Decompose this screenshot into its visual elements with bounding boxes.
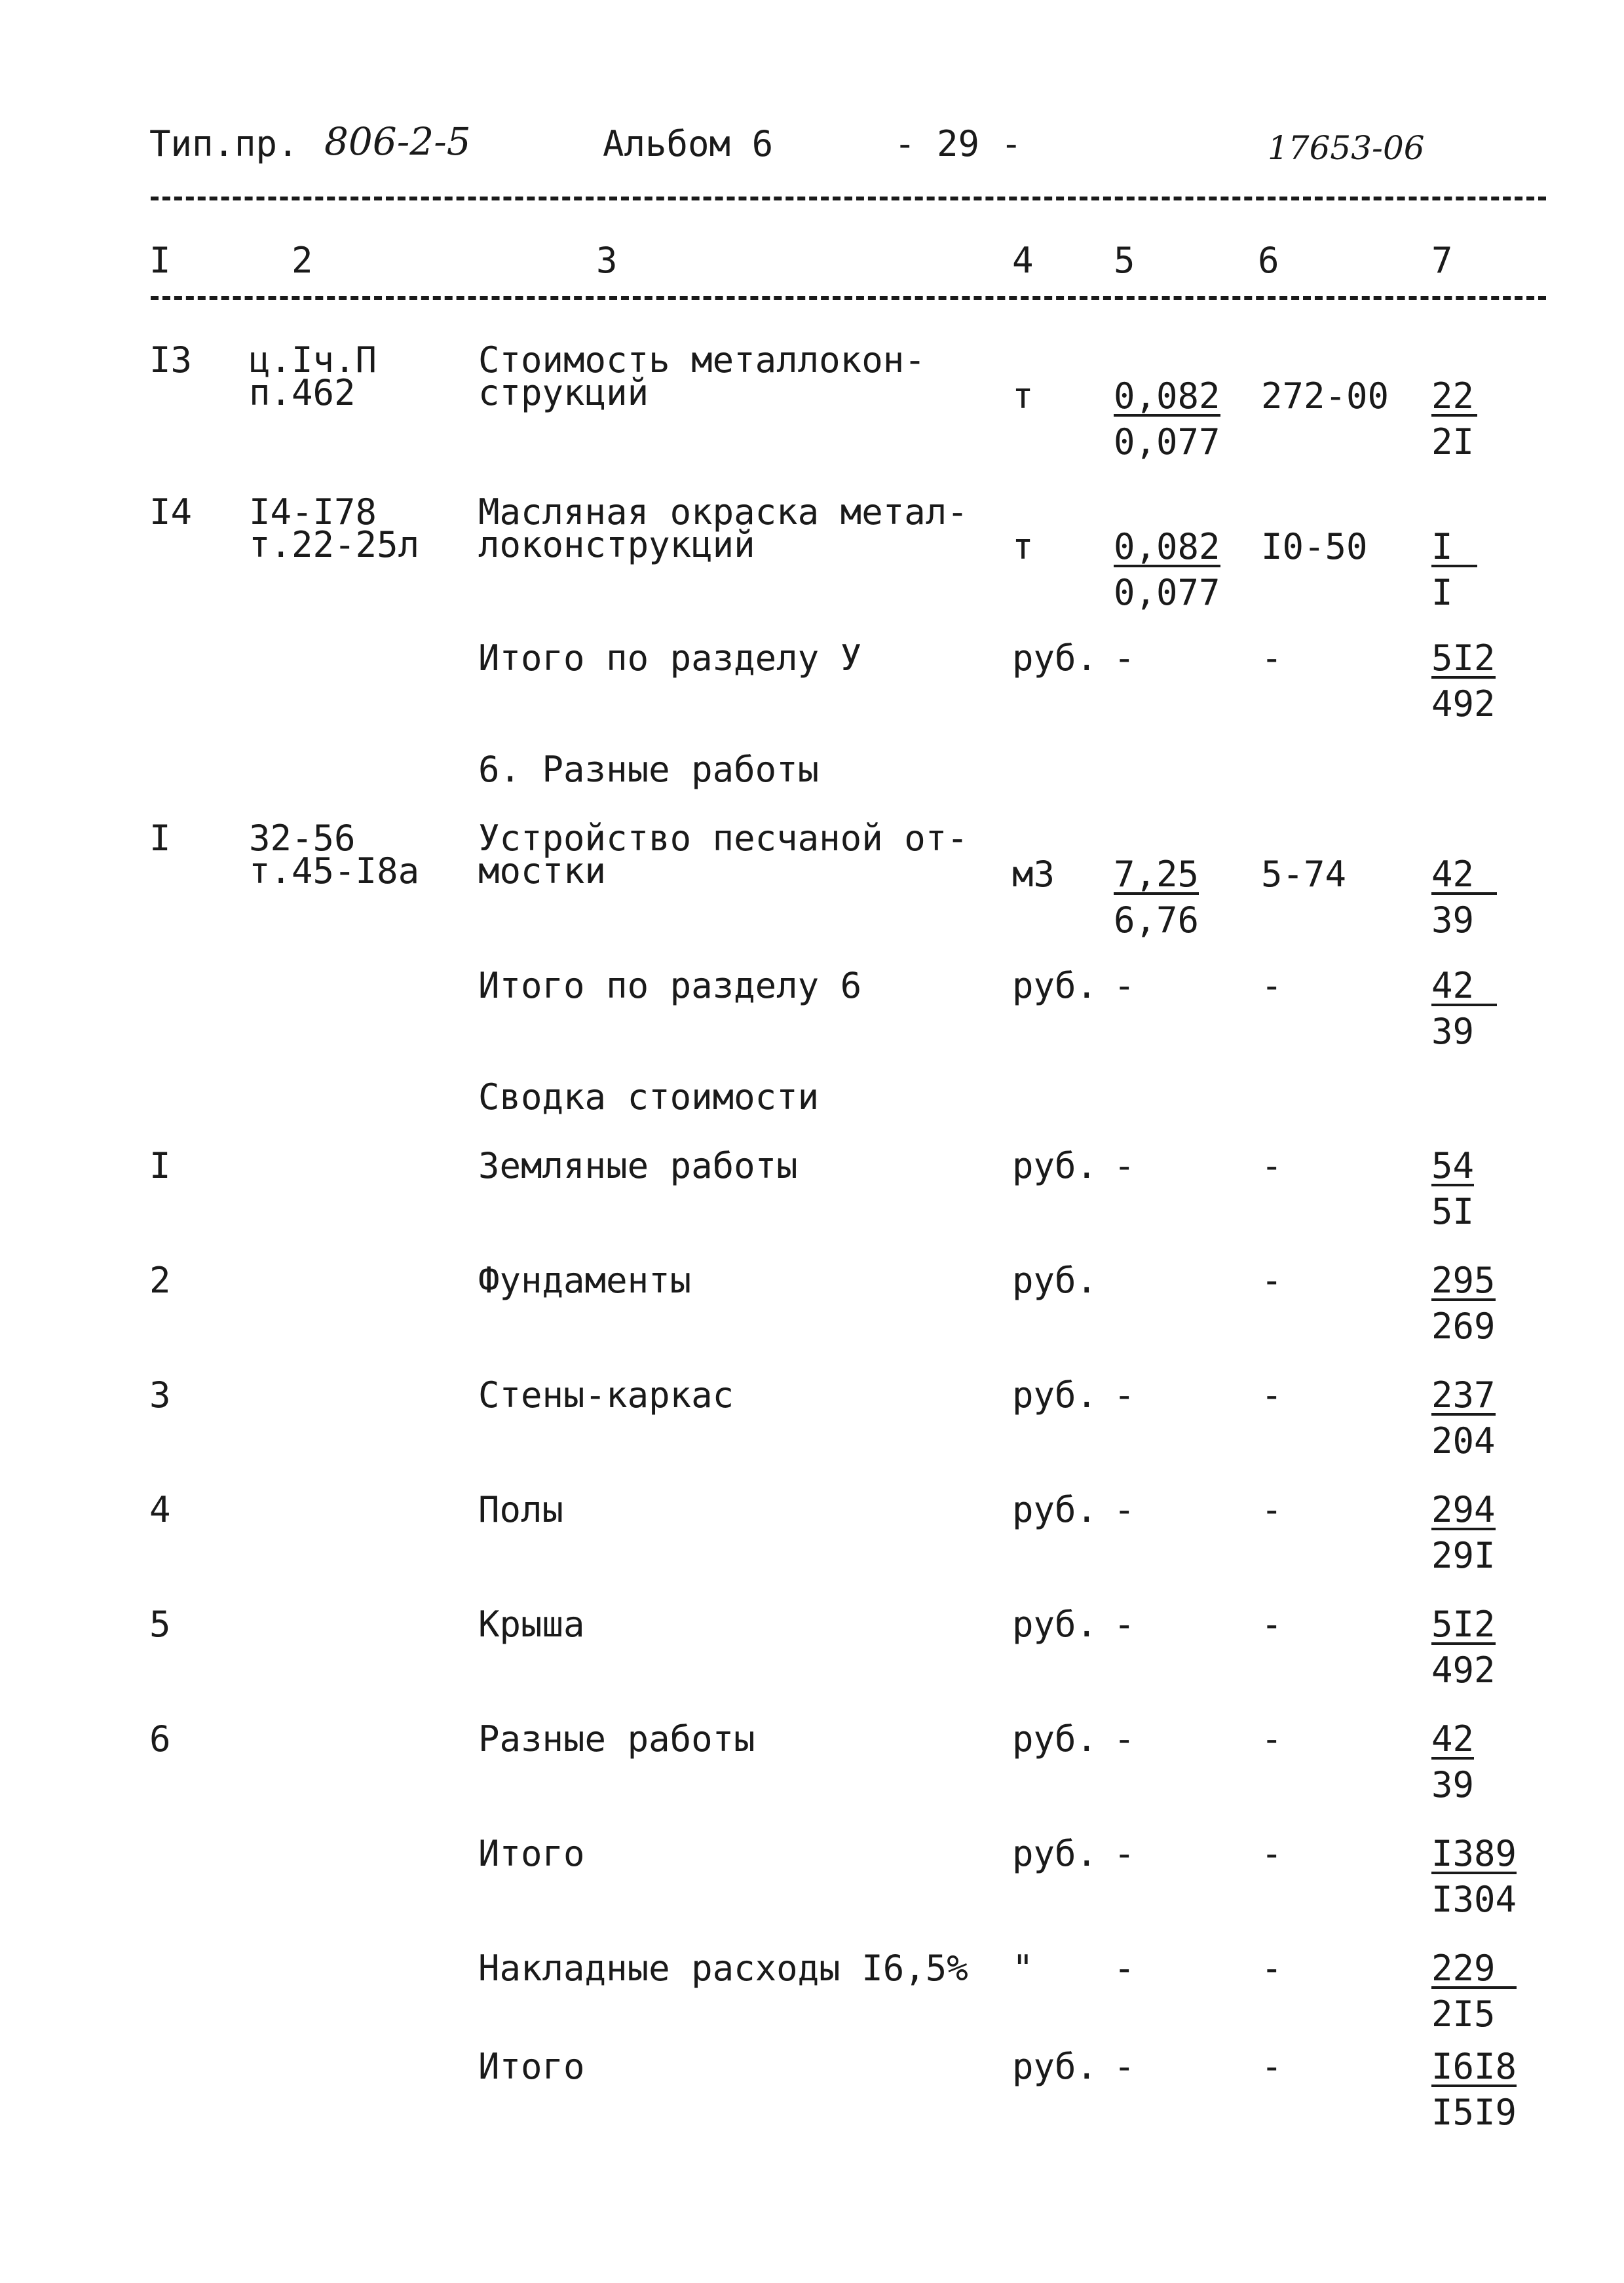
row-quantity: - xyxy=(1114,965,1135,1006)
section-heading: Сводка стоимости xyxy=(478,1076,820,1118)
row-total-top: 294 xyxy=(1431,1489,1496,1530)
column-7-header: 7 xyxy=(1431,240,1453,281)
row-price: - xyxy=(1261,637,1283,679)
row-total-bottom: 39 xyxy=(1431,1764,1475,1805)
row-total-top: 229 xyxy=(1431,1951,1517,1989)
header-album: Альбом 6 xyxy=(603,123,774,164)
row-quantity: - xyxy=(1114,637,1135,679)
row-total-bottom: 2I xyxy=(1431,421,1475,462)
row-total-top: 237 xyxy=(1431,1374,1496,1416)
row-quantity: - xyxy=(1114,1948,1135,1989)
row-description: Полы xyxy=(478,1489,564,1530)
row-price: - xyxy=(1261,1718,1283,1760)
row-total-top: 295 xyxy=(1431,1260,1496,1301)
header-prefix: Тип.пр. xyxy=(149,123,299,164)
row-code: I4-I78 xyxy=(249,491,377,533)
row-total-bottom: I xyxy=(1431,572,1453,613)
row-code: ц.Iч.П xyxy=(249,339,377,381)
section-heading: 6. Разные работы xyxy=(478,749,820,790)
header-project-code: 806-2-5 xyxy=(324,119,471,164)
row-total-top: 22 xyxy=(1431,379,1477,417)
row-price: - xyxy=(1261,2046,1283,2087)
row-description: Масляная окраска метал- xyxy=(478,491,968,533)
row-code: п.462 xyxy=(249,372,356,413)
row-quantity: - xyxy=(1114,1145,1135,1186)
column-6-header: 6 xyxy=(1258,240,1279,281)
row-price: 272-00 xyxy=(1261,375,1389,417)
row-number: 3 xyxy=(149,1374,171,1416)
row-total-top: 42 xyxy=(1431,1718,1475,1760)
header-page-number: - 29 - xyxy=(894,123,1023,164)
row-price: - xyxy=(1261,1604,1283,1645)
column-header-separator xyxy=(151,296,1546,300)
row-number: I3 xyxy=(149,339,193,381)
row-price: - xyxy=(1261,1489,1283,1530)
row-unit: руб. xyxy=(1012,1604,1098,1645)
row-total-bottom: 204 xyxy=(1431,1420,1496,1462)
row-number: 5 xyxy=(149,1604,171,1645)
row-unit: руб. xyxy=(1012,637,1098,679)
column-3-header: 3 xyxy=(596,240,618,281)
row-total-top: I6I8 xyxy=(1431,2046,1517,2087)
row-unit: руб. xyxy=(1012,1260,1098,1301)
row-unit: т xyxy=(1012,375,1034,417)
row-total-bottom: 29I xyxy=(1431,1535,1496,1576)
row-total-top: 5I2 xyxy=(1431,637,1496,679)
row-description: Итого по разделу 6 xyxy=(478,965,862,1006)
row-unit: м3 xyxy=(1012,854,1055,895)
row-description: Стены-каркас xyxy=(478,1374,734,1416)
row-total-bottom: I304 xyxy=(1431,1879,1517,1920)
row-price: - xyxy=(1261,1260,1283,1301)
row-quantity-top: 0,082 xyxy=(1114,526,1220,567)
row-quantity: - xyxy=(1114,1489,1135,1530)
row-unit: руб. xyxy=(1012,965,1098,1006)
row-number: I xyxy=(149,1145,171,1186)
row-total-bottom: 492 xyxy=(1431,683,1496,725)
row-description: Накладные расходы I6,5% xyxy=(478,1948,968,1989)
row-number: 6 xyxy=(149,1718,171,1760)
row-quantity: - xyxy=(1114,2046,1135,2087)
row-quantity: - xyxy=(1114,1833,1135,1874)
row-description: Устройство песчаной от- xyxy=(478,818,968,859)
row-price: - xyxy=(1261,1145,1283,1186)
row-total-top: 42 xyxy=(1431,857,1497,895)
row-total-top: 54 xyxy=(1431,1145,1475,1186)
row-number: 4 xyxy=(149,1489,171,1530)
row-total-bottom: 2I5 xyxy=(1431,1993,1496,2035)
column-4-header: 4 xyxy=(1012,240,1034,281)
row-total-bottom: 39 xyxy=(1431,1011,1475,1052)
row-description: Итого xyxy=(478,2046,585,2087)
row-unit: руб. xyxy=(1012,1833,1098,1874)
column-1-header: I xyxy=(149,240,171,281)
row-unit: т xyxy=(1012,526,1034,567)
row-total-bottom: 39 xyxy=(1431,899,1475,941)
row-unit: руб. xyxy=(1012,1145,1098,1186)
row-price: - xyxy=(1261,1948,1283,1989)
row-description: струкций xyxy=(478,372,649,413)
row-unit: руб. xyxy=(1012,1374,1098,1416)
row-quantity-top: 0,082 xyxy=(1114,375,1220,417)
row-unit: " xyxy=(1012,1948,1034,1989)
row-number: I4 xyxy=(149,491,193,533)
row-description: Итого по разделу У xyxy=(478,637,862,679)
row-total-top: 5I2 xyxy=(1431,1604,1496,1645)
row-description: Фундаменты xyxy=(478,1260,692,1301)
row-quantity-bottom: 6,76 xyxy=(1114,899,1199,941)
row-quantity-top: 7,25 xyxy=(1114,854,1199,895)
row-code: т.45-I8а xyxy=(249,850,420,892)
row-unit: руб. xyxy=(1012,1718,1098,1760)
row-total-bottom: I5I9 xyxy=(1431,2092,1517,2133)
row-description: локонструкций xyxy=(478,524,755,565)
column-2-header: 2 xyxy=(292,240,313,281)
row-quantity: - xyxy=(1114,1604,1135,1645)
row-description: Стоимость металлокон- xyxy=(478,339,926,381)
row-price: - xyxy=(1261,1374,1283,1416)
row-unit: руб. xyxy=(1012,2046,1098,2087)
row-quantity-bottom: 0,077 xyxy=(1114,572,1220,613)
row-code: т.22-25л xyxy=(249,524,420,565)
row-description: Крыша xyxy=(478,1604,585,1645)
row-total-top: 42 xyxy=(1431,968,1497,1006)
row-description: Земляные работы xyxy=(478,1145,798,1186)
row-total-bottom: 492 xyxy=(1431,1650,1496,1691)
row-price: 5-74 xyxy=(1261,854,1347,895)
row-total-bottom: 5I xyxy=(1431,1191,1475,1232)
header-doc-code: 17653-06 xyxy=(1268,129,1425,167)
row-unit: руб. xyxy=(1012,1489,1098,1530)
row-quantity-bottom: 0,077 xyxy=(1114,421,1220,462)
column-5-header: 5 xyxy=(1114,240,1135,281)
row-price: - xyxy=(1261,1833,1283,1874)
row-total-top: I xyxy=(1431,529,1477,567)
row-price: - xyxy=(1261,965,1283,1006)
row-total-bottom: 269 xyxy=(1431,1306,1496,1347)
row-price: I0-50 xyxy=(1261,526,1368,567)
row-description: Итого xyxy=(478,1833,585,1874)
header-separator xyxy=(151,197,1546,200)
row-number: I xyxy=(149,818,171,859)
row-quantity: - xyxy=(1114,1718,1135,1760)
row-number: 2 xyxy=(149,1260,171,1301)
row-total-top: I389 xyxy=(1431,1833,1517,1874)
row-description: Разные работы xyxy=(478,1718,755,1760)
row-description: мостки xyxy=(478,850,607,892)
row-code: 32-56 xyxy=(249,818,356,859)
row-quantity: - xyxy=(1114,1374,1135,1416)
